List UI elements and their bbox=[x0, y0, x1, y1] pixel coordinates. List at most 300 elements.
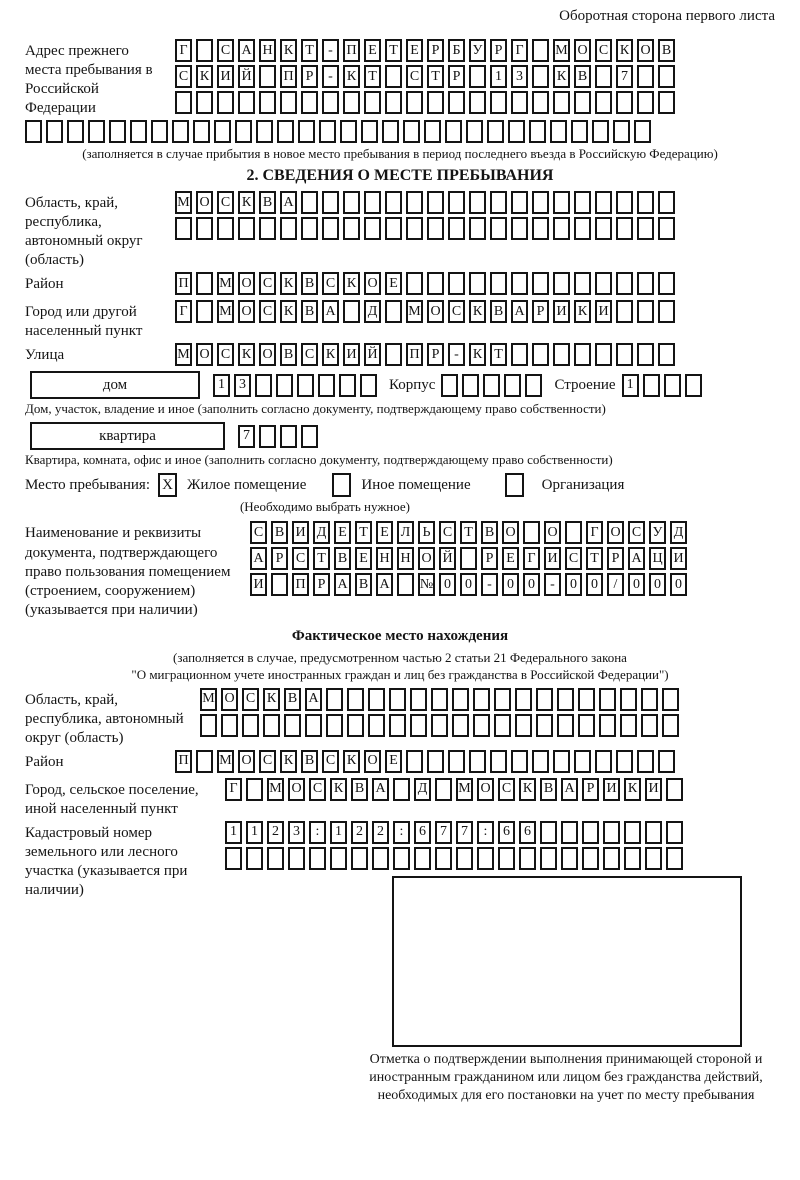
char-cell[interactable] bbox=[553, 191, 570, 214]
char-cell[interactable] bbox=[25, 120, 42, 143]
char-cell[interactable] bbox=[536, 688, 553, 711]
char-cell[interactable]: С bbox=[628, 521, 645, 544]
char-cell[interactable] bbox=[427, 91, 444, 114]
char-cell[interactable]: О bbox=[607, 521, 624, 544]
char-cell[interactable] bbox=[259, 217, 276, 240]
char-cell[interactable]: К bbox=[616, 39, 633, 62]
char-cell[interactable] bbox=[301, 425, 318, 448]
char-cell[interactable] bbox=[196, 272, 213, 295]
char-cell[interactable] bbox=[637, 300, 654, 323]
char-cell[interactable] bbox=[67, 120, 84, 143]
char-cell[interactable]: Т bbox=[490, 343, 507, 366]
char-cell[interactable]: О bbox=[502, 521, 519, 544]
char-cell[interactable]: А bbox=[372, 778, 389, 801]
char-cell[interactable] bbox=[322, 217, 339, 240]
char-cell[interactable] bbox=[603, 821, 620, 844]
char-cell[interactable]: С bbox=[301, 343, 318, 366]
char-cell[interactable]: С bbox=[565, 547, 582, 570]
char-cell[interactable]: В bbox=[280, 343, 297, 366]
char-cell[interactable] bbox=[225, 847, 242, 870]
char-cell[interactable]: О bbox=[477, 778, 494, 801]
char-cell[interactable] bbox=[658, 750, 675, 773]
char-cell[interactable] bbox=[525, 374, 542, 397]
char-cell[interactable]: И bbox=[544, 547, 561, 570]
char-cell[interactable] bbox=[427, 272, 444, 295]
char-cell[interactable] bbox=[246, 778, 263, 801]
checkbox-residential[interactable]: X bbox=[158, 473, 177, 497]
char-cell[interactable]: Е bbox=[385, 272, 402, 295]
char-cell[interactable]: С bbox=[498, 778, 515, 801]
char-cell[interactable]: С bbox=[595, 39, 612, 62]
char-cell[interactable] bbox=[196, 217, 213, 240]
char-cell[interactable]: С bbox=[322, 272, 339, 295]
char-cell[interactable]: А bbox=[238, 39, 255, 62]
char-cell[interactable]: Г bbox=[511, 39, 528, 62]
char-cell[interactable] bbox=[565, 521, 582, 544]
char-cell[interactable]: Ь bbox=[418, 521, 435, 544]
char-cell[interactable] bbox=[616, 191, 633, 214]
char-cell[interactable] bbox=[473, 714, 490, 737]
char-cell[interactable] bbox=[532, 750, 549, 773]
char-cell[interactable]: К bbox=[343, 750, 360, 773]
char-cell[interactable] bbox=[280, 425, 297, 448]
char-cell[interactable]: К bbox=[343, 272, 360, 295]
char-cell[interactable] bbox=[284, 714, 301, 737]
char-cell[interactable] bbox=[490, 272, 507, 295]
char-cell[interactable]: В bbox=[481, 521, 498, 544]
char-cell[interactable]: К bbox=[574, 300, 591, 323]
char-cell[interactable]: О bbox=[238, 750, 255, 773]
char-cell[interactable]: К bbox=[280, 272, 297, 295]
char-cell[interactable]: 0 bbox=[439, 573, 456, 596]
char-cell[interactable]: К bbox=[238, 343, 255, 366]
char-cell[interactable] bbox=[385, 300, 402, 323]
char-cell[interactable]: 7 bbox=[456, 821, 473, 844]
char-cell[interactable]: В bbox=[301, 300, 318, 323]
char-cell[interactable] bbox=[494, 688, 511, 711]
char-cell[interactable] bbox=[280, 217, 297, 240]
char-cell[interactable]: И bbox=[553, 300, 570, 323]
char-cell[interactable]: Й bbox=[238, 65, 255, 88]
char-cell[interactable] bbox=[347, 714, 364, 737]
char-cell[interactable]: 2 bbox=[351, 821, 368, 844]
char-cell[interactable] bbox=[305, 714, 322, 737]
char-cell[interactable] bbox=[172, 120, 189, 143]
char-cell[interactable] bbox=[637, 91, 654, 114]
char-cell[interactable] bbox=[427, 217, 444, 240]
char-cell[interactable]: Г bbox=[175, 300, 192, 323]
char-cell[interactable]: П bbox=[292, 573, 309, 596]
char-cell[interactable] bbox=[280, 91, 297, 114]
char-cell[interactable] bbox=[406, 272, 423, 295]
char-cell[interactable] bbox=[389, 714, 406, 737]
char-cell[interactable] bbox=[130, 120, 147, 143]
char-cell[interactable]: Е bbox=[406, 39, 423, 62]
char-cell[interactable]: О bbox=[238, 300, 255, 323]
char-cell[interactable]: К bbox=[330, 778, 347, 801]
char-cell[interactable]: С bbox=[309, 778, 326, 801]
char-cell[interactable] bbox=[301, 191, 318, 214]
char-cell[interactable] bbox=[616, 343, 633, 366]
char-cell[interactable]: Т bbox=[355, 521, 372, 544]
char-cell[interactable]: О bbox=[427, 300, 444, 323]
char-cell[interactable] bbox=[343, 191, 360, 214]
char-cell[interactable]: С bbox=[242, 688, 259, 711]
char-cell[interactable] bbox=[343, 91, 360, 114]
char-cell[interactable] bbox=[508, 120, 525, 143]
char-cell[interactable]: 2 bbox=[267, 821, 284, 844]
char-cell[interactable]: Р bbox=[313, 573, 330, 596]
char-cell[interactable] bbox=[297, 374, 314, 397]
char-cell[interactable] bbox=[523, 521, 540, 544]
char-cell[interactable] bbox=[469, 65, 486, 88]
char-cell[interactable]: Т bbox=[364, 65, 381, 88]
char-cell[interactable]: А bbox=[561, 778, 578, 801]
char-cell[interactable] bbox=[511, 191, 528, 214]
char-cell[interactable]: И bbox=[217, 65, 234, 88]
char-cell[interactable]: П bbox=[175, 750, 192, 773]
char-cell[interactable] bbox=[318, 374, 335, 397]
char-cell[interactable] bbox=[540, 821, 557, 844]
char-cell[interactable] bbox=[385, 191, 402, 214]
char-cell[interactable] bbox=[406, 750, 423, 773]
char-cell[interactable] bbox=[582, 821, 599, 844]
char-cell[interactable]: 1 bbox=[490, 65, 507, 88]
char-cell[interactable] bbox=[322, 91, 339, 114]
char-cell[interactable]: Г bbox=[225, 778, 242, 801]
char-cell[interactable]: Р bbox=[301, 65, 318, 88]
char-cell[interactable] bbox=[319, 120, 336, 143]
char-cell[interactable]: К bbox=[624, 778, 641, 801]
char-cell[interactable] bbox=[494, 714, 511, 737]
char-cell[interactable] bbox=[532, 343, 549, 366]
char-cell[interactable] bbox=[616, 217, 633, 240]
char-cell[interactable] bbox=[511, 217, 528, 240]
char-cell[interactable]: Й bbox=[439, 547, 456, 570]
char-cell[interactable]: 6 bbox=[498, 821, 515, 844]
char-cell[interactable]: Т bbox=[427, 65, 444, 88]
char-cell[interactable] bbox=[483, 374, 500, 397]
char-cell[interactable] bbox=[645, 847, 662, 870]
char-cell[interactable] bbox=[666, 778, 683, 801]
char-cell[interactable] bbox=[255, 374, 272, 397]
char-cell[interactable] bbox=[301, 91, 318, 114]
char-cell[interactable]: О bbox=[196, 191, 213, 214]
char-cell[interactable]: - bbox=[322, 65, 339, 88]
char-cell[interactable] bbox=[637, 191, 654, 214]
char-cell[interactable] bbox=[242, 714, 259, 737]
char-cell[interactable]: Р bbox=[532, 300, 549, 323]
char-cell[interactable] bbox=[561, 821, 578, 844]
char-cell[interactable]: И bbox=[670, 547, 687, 570]
char-cell[interactable] bbox=[193, 120, 210, 143]
char-cell[interactable] bbox=[448, 750, 465, 773]
char-cell[interactable]: О bbox=[364, 272, 381, 295]
char-cell[interactable]: К bbox=[263, 688, 280, 711]
char-cell[interactable] bbox=[637, 343, 654, 366]
char-cell[interactable] bbox=[637, 65, 654, 88]
char-cell[interactable] bbox=[574, 217, 591, 240]
char-cell[interactable]: 1 bbox=[213, 374, 230, 397]
char-cell[interactable] bbox=[490, 750, 507, 773]
char-cell[interactable] bbox=[372, 847, 389, 870]
char-cell[interactable] bbox=[364, 91, 381, 114]
char-cell[interactable] bbox=[637, 217, 654, 240]
char-cell[interactable]: В bbox=[355, 573, 372, 596]
char-cell[interactable] bbox=[351, 847, 368, 870]
char-cell[interactable] bbox=[406, 191, 423, 214]
char-cell[interactable] bbox=[448, 91, 465, 114]
char-cell[interactable]: Т bbox=[301, 39, 318, 62]
char-cell[interactable] bbox=[326, 714, 343, 737]
char-cell[interactable]: У bbox=[649, 521, 666, 544]
char-cell[interactable]: О bbox=[637, 39, 654, 62]
char-cell[interactable] bbox=[658, 300, 675, 323]
char-cell[interactable] bbox=[246, 847, 263, 870]
char-cell[interactable]: Д bbox=[313, 521, 330, 544]
char-cell[interactable] bbox=[634, 120, 651, 143]
char-cell[interactable]: О bbox=[544, 521, 561, 544]
char-cell[interactable]: Т bbox=[586, 547, 603, 570]
char-cell[interactable]: С bbox=[292, 547, 309, 570]
char-cell[interactable] bbox=[578, 714, 595, 737]
char-cell[interactable]: О bbox=[418, 547, 435, 570]
char-cell[interactable] bbox=[511, 91, 528, 114]
char-cell[interactable] bbox=[490, 91, 507, 114]
char-cell[interactable] bbox=[595, 272, 612, 295]
char-cell[interactable] bbox=[532, 91, 549, 114]
char-cell[interactable] bbox=[574, 750, 591, 773]
char-cell[interactable] bbox=[382, 120, 399, 143]
char-cell[interactable]: Г bbox=[175, 39, 192, 62]
char-cell[interactable]: И bbox=[343, 343, 360, 366]
char-cell[interactable]: 3 bbox=[234, 374, 251, 397]
char-cell[interactable] bbox=[504, 374, 521, 397]
char-cell[interactable] bbox=[595, 91, 612, 114]
char-cell[interactable]: С bbox=[217, 191, 234, 214]
char-cell[interactable] bbox=[553, 272, 570, 295]
char-cell[interactable] bbox=[406, 217, 423, 240]
char-cell[interactable] bbox=[658, 91, 675, 114]
char-cell[interactable] bbox=[645, 821, 662, 844]
char-cell[interactable] bbox=[462, 374, 479, 397]
char-cell[interactable]: М bbox=[217, 272, 234, 295]
char-cell[interactable] bbox=[664, 374, 681, 397]
char-cell[interactable]: С bbox=[250, 521, 267, 544]
char-cell[interactable] bbox=[574, 91, 591, 114]
char-cell[interactable] bbox=[540, 847, 557, 870]
char-cell[interactable]: Б bbox=[448, 39, 465, 62]
char-cell[interactable]: Д bbox=[414, 778, 431, 801]
char-cell[interactable] bbox=[441, 374, 458, 397]
char-cell[interactable] bbox=[445, 120, 462, 143]
char-cell[interactable]: В bbox=[284, 688, 301, 711]
char-cell[interactable]: Р bbox=[490, 39, 507, 62]
char-cell[interactable] bbox=[196, 39, 213, 62]
char-cell[interactable]: С bbox=[217, 39, 234, 62]
char-cell[interactable] bbox=[259, 425, 276, 448]
char-cell[interactable]: 1 bbox=[622, 374, 639, 397]
char-cell[interactable]: Р bbox=[448, 65, 465, 88]
char-cell[interactable] bbox=[389, 688, 406, 711]
char-cell[interactable] bbox=[263, 714, 280, 737]
char-cell[interactable] bbox=[511, 272, 528, 295]
char-cell[interactable]: Д bbox=[670, 521, 687, 544]
char-cell[interactable]: М bbox=[406, 300, 423, 323]
char-cell[interactable]: Е bbox=[376, 521, 393, 544]
char-cell[interactable] bbox=[473, 688, 490, 711]
char-cell[interactable] bbox=[221, 714, 238, 737]
char-cell[interactable] bbox=[271, 573, 288, 596]
char-cell[interactable]: А bbox=[376, 573, 393, 596]
char-cell[interactable] bbox=[196, 91, 213, 114]
char-cell[interactable]: 1 bbox=[225, 821, 242, 844]
char-cell[interactable] bbox=[339, 374, 356, 397]
char-cell[interactable] bbox=[277, 120, 294, 143]
char-cell[interactable] bbox=[151, 120, 168, 143]
char-cell[interactable]: Й bbox=[364, 343, 381, 366]
char-cell[interactable] bbox=[88, 120, 105, 143]
char-cell[interactable]: О bbox=[196, 343, 213, 366]
char-cell[interactable] bbox=[641, 688, 658, 711]
char-cell[interactable] bbox=[343, 300, 360, 323]
char-cell[interactable] bbox=[624, 821, 641, 844]
char-cell[interactable]: 0 bbox=[502, 573, 519, 596]
char-cell[interactable]: П bbox=[406, 343, 423, 366]
char-cell[interactable]: А bbox=[322, 300, 339, 323]
char-cell[interactable] bbox=[343, 217, 360, 240]
char-cell[interactable] bbox=[466, 120, 483, 143]
char-cell[interactable]: А bbox=[250, 547, 267, 570]
char-cell[interactable]: 0 bbox=[523, 573, 540, 596]
char-cell[interactable] bbox=[613, 120, 630, 143]
char-cell[interactable] bbox=[200, 714, 217, 737]
char-cell[interactable]: Е bbox=[502, 547, 519, 570]
char-cell[interactable]: Е bbox=[364, 39, 381, 62]
char-cell[interactable] bbox=[557, 688, 574, 711]
char-cell[interactable]: А bbox=[334, 573, 351, 596]
char-cell[interactable] bbox=[515, 714, 532, 737]
char-cell[interactable]: К bbox=[196, 65, 213, 88]
char-cell[interactable]: 0 bbox=[649, 573, 666, 596]
char-cell[interactable] bbox=[553, 343, 570, 366]
char-cell[interactable]: К bbox=[519, 778, 536, 801]
char-cell[interactable] bbox=[448, 191, 465, 214]
char-cell[interactable] bbox=[511, 343, 528, 366]
char-cell[interactable]: 0 bbox=[460, 573, 477, 596]
char-cell[interactable] bbox=[519, 847, 536, 870]
char-cell[interactable] bbox=[460, 547, 477, 570]
char-cell[interactable] bbox=[532, 65, 549, 88]
char-cell[interactable] bbox=[637, 272, 654, 295]
char-cell[interactable] bbox=[685, 374, 702, 397]
char-cell[interactable]: М bbox=[553, 39, 570, 62]
char-cell[interactable]: Г bbox=[523, 547, 540, 570]
char-cell[interactable] bbox=[288, 847, 305, 870]
char-cell[interactable]: Р bbox=[427, 343, 444, 366]
char-cell[interactable] bbox=[301, 217, 318, 240]
char-cell[interactable] bbox=[637, 750, 654, 773]
char-cell[interactable] bbox=[385, 217, 402, 240]
char-cell[interactable] bbox=[616, 300, 633, 323]
char-cell[interactable] bbox=[582, 847, 599, 870]
char-cell[interactable]: / bbox=[607, 573, 624, 596]
char-cell[interactable] bbox=[435, 778, 452, 801]
char-cell[interactable]: К bbox=[343, 65, 360, 88]
char-cell[interactable]: 3 bbox=[511, 65, 528, 88]
char-cell[interactable]: В bbox=[351, 778, 368, 801]
char-cell[interactable]: К bbox=[280, 300, 297, 323]
char-cell[interactable]: О bbox=[574, 39, 591, 62]
char-cell[interactable]: Е bbox=[334, 521, 351, 544]
char-cell[interactable] bbox=[259, 65, 276, 88]
char-cell[interactable]: У bbox=[469, 39, 486, 62]
char-cell[interactable]: К bbox=[469, 343, 486, 366]
char-cell[interactable] bbox=[410, 714, 427, 737]
char-cell[interactable] bbox=[385, 343, 402, 366]
char-cell[interactable]: В bbox=[301, 272, 318, 295]
char-cell[interactable]: Е bbox=[355, 547, 372, 570]
char-cell[interactable]: 0 bbox=[628, 573, 645, 596]
char-cell[interactable] bbox=[616, 750, 633, 773]
char-cell[interactable]: И bbox=[250, 573, 267, 596]
char-cell[interactable]: В bbox=[574, 65, 591, 88]
char-cell[interactable] bbox=[330, 847, 347, 870]
char-cell[interactable]: С bbox=[259, 750, 276, 773]
char-cell[interactable]: И bbox=[595, 300, 612, 323]
char-cell[interactable]: : bbox=[393, 821, 410, 844]
char-cell[interactable] bbox=[298, 120, 315, 143]
char-cell[interactable]: 1 bbox=[246, 821, 263, 844]
char-cell[interactable] bbox=[529, 120, 546, 143]
char-cell[interactable] bbox=[490, 217, 507, 240]
char-cell[interactable]: В bbox=[259, 191, 276, 214]
char-cell[interactable]: 7 bbox=[238, 425, 255, 448]
char-cell[interactable] bbox=[595, 65, 612, 88]
char-cell[interactable] bbox=[595, 750, 612, 773]
char-cell[interactable]: В bbox=[334, 547, 351, 570]
char-cell[interactable]: Р bbox=[427, 39, 444, 62]
char-cell[interactable]: А bbox=[305, 688, 322, 711]
char-cell[interactable] bbox=[368, 688, 385, 711]
char-cell[interactable]: Т bbox=[460, 521, 477, 544]
char-cell[interactable] bbox=[238, 217, 255, 240]
char-cell[interactable]: Р bbox=[582, 778, 599, 801]
char-cell[interactable]: С bbox=[406, 65, 423, 88]
char-cell[interactable] bbox=[214, 120, 231, 143]
char-cell[interactable]: - bbox=[544, 573, 561, 596]
char-cell[interactable] bbox=[532, 217, 549, 240]
char-cell[interactable]: П bbox=[343, 39, 360, 62]
char-cell[interactable]: 6 bbox=[414, 821, 431, 844]
char-cell[interactable] bbox=[469, 217, 486, 240]
char-cell[interactable]: С bbox=[217, 343, 234, 366]
char-cell[interactable]: О bbox=[221, 688, 238, 711]
char-cell[interactable] bbox=[532, 191, 549, 214]
char-cell[interactable] bbox=[487, 120, 504, 143]
char-cell[interactable] bbox=[424, 120, 441, 143]
char-cell[interactable] bbox=[469, 191, 486, 214]
char-cell[interactable] bbox=[217, 91, 234, 114]
char-cell[interactable] bbox=[658, 217, 675, 240]
char-cell[interactable]: Р bbox=[607, 547, 624, 570]
char-cell[interactable]: С bbox=[439, 521, 456, 544]
char-cell[interactable]: К bbox=[469, 300, 486, 323]
char-cell[interactable]: М bbox=[267, 778, 284, 801]
char-cell[interactable] bbox=[326, 688, 343, 711]
char-cell[interactable]: В bbox=[490, 300, 507, 323]
char-cell[interactable]: П bbox=[280, 65, 297, 88]
